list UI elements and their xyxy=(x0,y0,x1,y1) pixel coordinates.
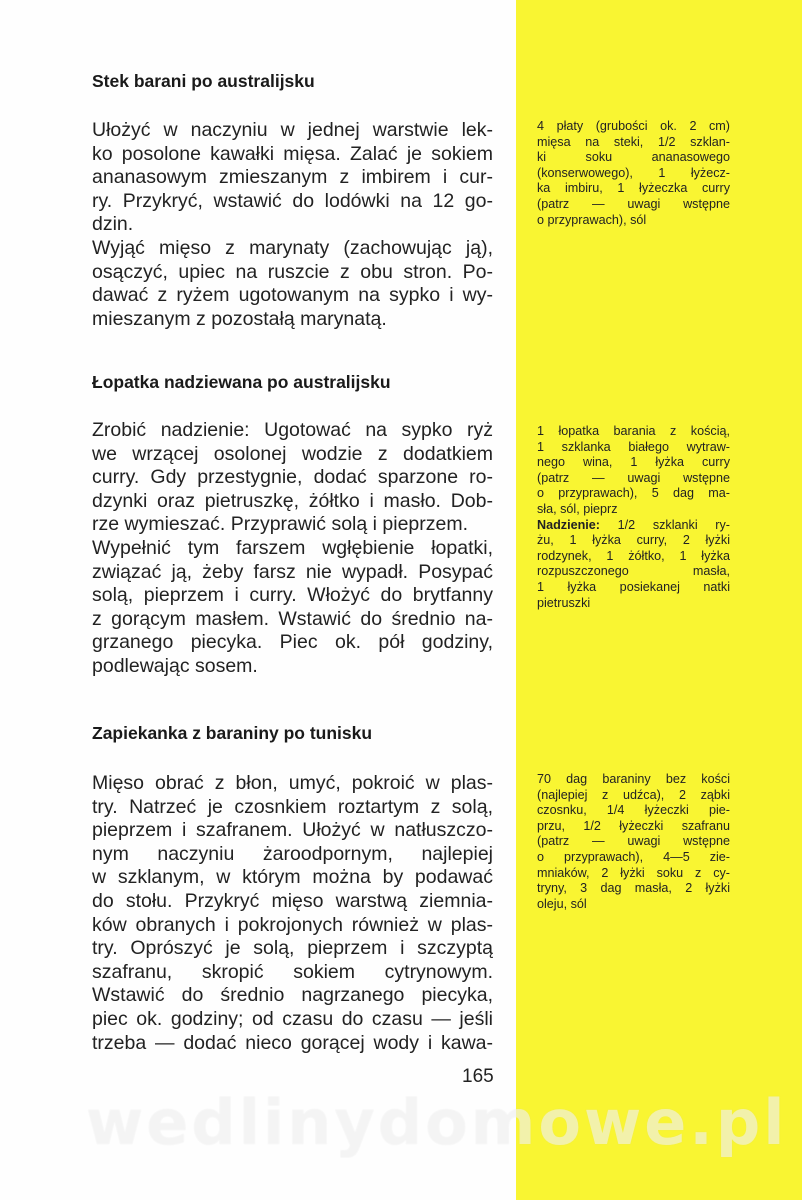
filling-line: rozpuszczonego masła, xyxy=(537,564,730,579)
body-line: ko posolone kawałki mięsa. Zalać je sokiem xyxy=(92,142,493,165)
ingredient-line: oleju, sól xyxy=(537,896,587,911)
ingredient-line: sła, sól, pieprz xyxy=(537,501,618,516)
body-line: ry. Przykryć, wstawić do lodówki na 12 go- xyxy=(92,189,493,212)
ingredients-zapiekanka xyxy=(537,772,730,912)
body-line: dzin. xyxy=(92,213,134,236)
body-line: we wrzącej osolonej wodzie z dodatkiem xyxy=(92,442,493,465)
body-line: pieprzem i szafranem. Ułożyć w natłuszczo- xyxy=(92,819,493,842)
body-line: w szklanym, w którym można by podawać xyxy=(92,866,493,889)
recipe-body-zapiekanka xyxy=(92,772,493,1055)
body-line: try. Oprószyć je solą, pieprzem i szczyptą xyxy=(92,937,493,960)
ingredient-line: o przyprawach), 4—5 zie- xyxy=(537,849,730,864)
ingredient-line: ka imbiru, 1 łyżeczka curry xyxy=(537,181,730,196)
ingredient-line: 70 dag baraniny bez kości xyxy=(537,772,730,786)
body-line: związać ją, żeby farsz nie wypadł. Posypać xyxy=(92,560,493,583)
ingredient-line: (konserwowego), 1 łyżecz- xyxy=(537,165,730,180)
ingredient-line: przu, 1/2 łyżeczki szafranu xyxy=(537,818,730,833)
ingredient-line: 1 łopatka barania z kością, xyxy=(537,424,730,438)
ingredient-line: ki soku ananasowego xyxy=(537,150,730,165)
ingredient-line: 1 szklanka białego wytraw- xyxy=(537,439,730,454)
ingredient-line: (patrz — uwagi wstępne xyxy=(537,470,730,485)
ingredient-line: (patrz — uwagi wstępne xyxy=(537,196,730,211)
ingredient-line: o przyprawach), 5 dag ma- xyxy=(537,486,730,501)
filling-text: 1/2 szklanki ry- xyxy=(599,517,730,532)
body-line: grzanego piecyka. Piec ok. pół godziny, xyxy=(92,631,493,654)
body-line: ków obranych i pokrojonych również w plas- xyxy=(92,913,493,936)
filling-label: Nadzienie: xyxy=(537,517,600,532)
ingredient-line: (patrz — uwagi wstępne xyxy=(537,834,730,849)
body-line: solą, pieprzem i curry. Włożyć do brytfanny xyxy=(92,584,493,607)
ingredient-line: mięsa na steki, 1/2 szklan- xyxy=(537,134,730,149)
watermark: wedlinydomowe.pl xyxy=(86,1086,788,1159)
body-line: Wstawić do średnio nagrzanego piecyka, xyxy=(92,984,493,1007)
body-line: Wypełnić tym farszem wgłębienie łopatki, xyxy=(92,536,493,559)
body-line: ananasowym zmieszanym z imbirem i cur- xyxy=(92,166,493,189)
body-line: podlewając sosem. xyxy=(92,654,258,677)
recipe-title-stek-barani: Stek barani po australijsku xyxy=(92,71,315,91)
filling-line: rodzynek, 1 żółtko, 1 łyżka xyxy=(537,548,730,563)
body-line: szafranu, skropić sokiem cytrynowym. xyxy=(92,960,493,983)
body-line: mieszanym z pozostałą marynatą. xyxy=(92,307,387,330)
body-line: dawać z ryżem ugotowanym na sypko i wy- xyxy=(92,284,493,307)
ingredient-line: mniaków, 2 łyżki soku z cy- xyxy=(537,865,730,880)
body-line: do stołu. Przykryć mięso warstwą ziemnia- xyxy=(92,889,493,912)
body-line: trzeba — dodać nieco gorącej wody i kawa- xyxy=(92,1031,493,1054)
ingredients-stek-barani xyxy=(537,119,730,228)
ingredient-line: o przyprawach), sól xyxy=(537,212,647,227)
ingredient-line: czosnku, 1/4 łyżeczki pie- xyxy=(537,803,730,818)
recipe-body-lopatka xyxy=(92,419,493,679)
body-line: Mięso obrać z błon, umyć, pokroić w plas- xyxy=(92,772,493,794)
ingredients-lopatka xyxy=(537,424,730,611)
filling-line: żu, 1 łyżka curry, 2 łyżki xyxy=(537,533,730,548)
body-line: dzynki oraz pietruszkę, żółtko i masło. Dob- xyxy=(92,489,493,512)
body-line: Zrobić nadzienie: Ugotować na sypko ryż xyxy=(92,419,493,441)
body-line: osączyć, upiec na ruszcie z obu stron. Po- xyxy=(92,260,493,283)
filling-line: 1 łyżka posiekanej natki xyxy=(537,579,730,594)
body-line: try. Natrzeć je czosnkiem roztartym z solą, xyxy=(92,795,493,818)
body-line: z gorącym masłem. Wstawić do średnio na- xyxy=(92,607,493,630)
recipe-title-lopatka: Łopatka nadziewana po australijsku xyxy=(92,372,391,392)
filling-line: pietruszki xyxy=(537,595,591,610)
page-number: 165 xyxy=(462,1066,494,1087)
ingredient-line: (najlepiej z udźca), 2 ząbki xyxy=(537,787,730,802)
body-line: Ułożyć w naczyniu w jednej warstwie lek- xyxy=(92,119,493,141)
body-line: nym naczyniu żaroodpornym, najlepiej xyxy=(92,842,493,865)
filling-line xyxy=(537,518,730,534)
ingredient-line: nego wina, 1 łyżka curry xyxy=(537,455,730,470)
body-line: curry. Gdy przestygnie, dodać sparzone ro- xyxy=(92,466,493,489)
ingredient-line: tryny, 3 dag masła, 2 łyżki xyxy=(537,881,730,896)
body-line: rze wymieszać. Przyprawić solą i pieprzem. xyxy=(92,513,469,536)
recipe-body-stek-barani xyxy=(92,119,493,331)
recipe-title-zapiekanka: Zapiekanka z baraniny po tunisku xyxy=(92,723,373,743)
body-line: piec ok. godziny; od czasu do czasu — jeśli xyxy=(92,1007,493,1030)
body-line: Wyjąć mięso z marynaty (zachowując ją), xyxy=(92,236,493,259)
ingredient-line: 4 płaty (grubości ok. 2 cm) xyxy=(537,119,730,133)
